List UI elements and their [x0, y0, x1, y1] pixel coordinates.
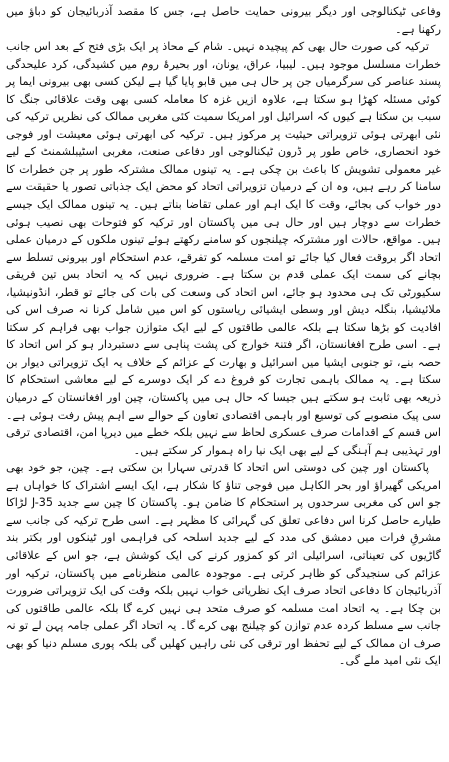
article-body	[6, 3, 441, 670]
article-paragraph-1: وفاعی ٹیکنالوجی اور دیگر بیرونی حمایت حاصل ہے، جس کا مقصد آذربائیجان کو دباؤ میں رکھنا ہے۔	[6, 5, 441, 36]
article-paragraph-2: ترکیہ کی صورت حال بھی کم پیچیدہ نہیں۔ شام کے محاذ پر ایک بڑی فتح کے بعد اس جانب خطرات مسلسل موجود ہیں۔ لیبیا، عراق، یونان، اور بحیرۂ روم میں کشیدگی، کرد علیحدگی پسند عناصر کی سرگرمیاں جن پر حال ہی میں قابو پایا گیا ہے لیکن کسی بھی بیرونی ایما پر کوئی مسئلہ کھڑا ہو سکتا ہے، علاوہ ازیں غزہ کا معاملہ کسی بھی وقت علاقائی جنگ کا سبب بن سکتا ہے کیوں کہ اسرائیل اور امریکا سمیت کئی مغربی ممالک کی نظریں ترکیہ کی نئی ابھرتی ہوئی تزویراتی حیثیت پر مرکوز ہیں۔ ترکیہ کی ابھرتی ہوئی معیشت اور فوجی خود انحصاری، خاص طور پر ڈرون ٹیکنالوجی اور دفاعی صنعت، مغربی اسٹیبلشمنٹ کے لیے غیر معمولی تشویش کا باعث بن چکی ہے۔ یہ تینوں ممالک مشترکہ طور پر جن خطرات کا سامنا کر رہے ہیں، وہ ان کے درمیان تزویراتی اتحاد کو محض ایک جذباتی تصور یا حقیقت سے دور خواب کی بجائے، وقت کا ایک اہم اور عملی تقاضا بناتے ہیں۔ یہ تینوں ممالک ایک جیسے خطرات سے دوچار ہیں اور حال ہی میں پاکستان اور ترکیہ کو فتوحات بھی نصیب ہوئی ہیں۔ مواقع، حالات اور مشترکہ چیلنجوں کو سامنے رکھتے ہوئے تینوں ملکوں کے درمیان عملی اتحاد اگر بروقت فعال کیا جائے تو امت مسلمہ کو تفرقے، عدم استحکام اور بیرونی تسلط سے بچانے کی سمت ایک عملی قدم بن سکتا ہے۔ ضروری نہیں کہ یہ اتحاد بس تین فریقی سکیورٹی تک ہی محدود ہو جائے، اس اتحاد کی وسعت کی بات کی جائے تو قطر، انڈونیشیا، ملائیشیا، بنگلہ دیش اور وسطی ایشیائی ریاستوں کو اس میں شامل کرنا نہ صرف اس کی افادیت کو بڑھا سکتا ہے بلکہ عالمی طاقتوں کے لیے ایک متوازن جواب بھی فراہم کر سکتا ہے۔ اسی طرح افغانستان، اگر فتنۃ خوارج کی پشت پناہی سے دستبردار ہو کر اس اتحاد کا حصہ بنے، تو جنوبی ایشیا میں اسرائیل و بھارت کے عزائم کے خلاف یہ ایک تزویراتی دیوار بن سکتا ہے۔ یہ ممالک باہمی تجارت کو فروغ دے کر ایک دوسرے کے لیے معاشی استحکام کا ذریعہ بھی ثابت ہو سکتے ہیں جیسا کہ حال ہی میں پاکستان، چین اور افغانستان کے درمیان سی پیک منصوبے کی توسیع اور باہمی اقتصادی تعاون کے حوالے سے اہم پیش رفت ہوئی ہے۔ اس قسم کے اقدامات صرف عسکری لحاظ سے نہیں بلکہ خطے میں دیرپا امن، اقتصادی ترقی اور تہذیبی ہم آہنگی کے لیے بھی ایک نیا راہ ہموار کر سکتے ہیں۔	[6, 40, 441, 457]
article-paragraph-3: پاکستان اور چین کی دوستی اس اتحاد کا قدرتی سہارا بن سکتی ہے۔ چین، جو خود بھی امریکی گھیراؤ اور بحر الکاہل میں فوجی تناؤ کا شکار ہے، ایک ایسے اشتراک کا خواہاں ہے جو اس کی مغربی سرحدوں پر استحکام کا ضامن ہو۔ پاکستان کا چین سے جدید J-35 لڑاکا طیارے حاصل کرنا اس دفاعی تعلق کی گہرائی کا مظہر ہے۔ اسی طرح ترکیہ کی جانب سے مشرقِ فرات میں دمشق کی مدد کے لیے جدید اسلحہ کی فراہمی اور ٹینکوں اور بکتر بند گاڑیوں کی تعیناتی، اسرائیلی اثر کو کمزور کرنے کی ایک کوشش ہے، جو اس کے علاقائی عزائم کی سنجیدگی کو ظاہر کرتی ہے۔ موجودہ عالمی منظرنامے میں پاکستان، ترکیہ اور آذربائیجان کا دفاعی اتحاد صرف ایک نظریاتی خواب نہیں بلکہ وقت کی ایک تزویراتی ضرورت بن چکا ہے۔ یہ اتحاد امت مسلمہ کو صرف متحد ہی نہیں کرے گا بلکہ عالمی طاقتوں کی جانب سے مسلط کردہ عدم توازن کو چیلنج بھی کرے گا۔ یہ اتحاد اگر عملی جامہ پہن لے تو نہ صرف ان ممالک کے لیے تحفظ اور ترقی کی نئی راہیں کھلیں گی بلکہ پوری مسلم دنیا کو بھی ایک نئی امید ملے گی۔	[6, 461, 442, 668]
